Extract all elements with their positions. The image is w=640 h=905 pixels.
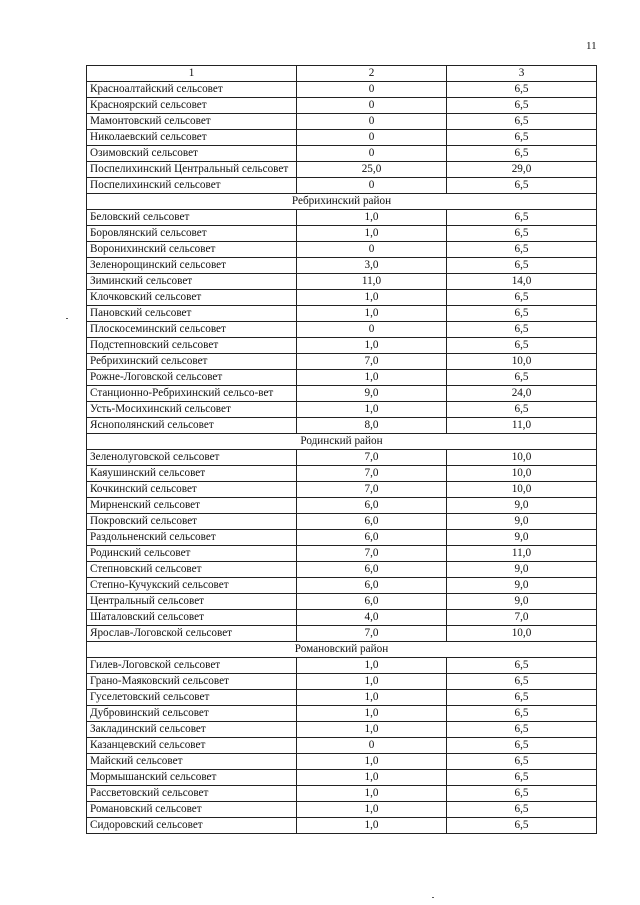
section-header-row	[87, 194, 597, 210]
settlement-name-cell: Каяушинский сельсовет	[87, 466, 297, 482]
value-col-2-cell: 6,0	[297, 530, 447, 546]
value-col-3-cell: 6,5	[447, 754, 597, 770]
table-row	[87, 402, 597, 418]
scan-speck	[66, 318, 68, 319]
settlement-name-cell: Станционно-Ребрихинский сельсо-вет	[87, 386, 297, 402]
value-col-3-cell: 9,0	[447, 514, 597, 530]
table-row	[87, 114, 597, 130]
settlement-name-cell: Покровский сельсовет	[87, 514, 297, 530]
value-col-2-cell: 7,0	[297, 546, 447, 562]
value-col-3-cell: 6,5	[447, 146, 597, 162]
value-col-2-cell: 1,0	[297, 226, 447, 242]
value-col-3-cell: 29,0	[447, 162, 597, 178]
table-row	[87, 530, 597, 546]
table-row	[87, 450, 597, 466]
table-row	[87, 738, 597, 754]
value-col-2-cell: 1,0	[297, 770, 447, 786]
table-row	[87, 610, 597, 626]
table-row	[87, 162, 597, 178]
value-col-2-cell: 1,0	[297, 786, 447, 802]
table-row	[87, 514, 597, 530]
value-col-3-cell: 9,0	[447, 498, 597, 514]
header-col-1: 1	[87, 66, 297, 82]
settlement-name-cell: Мамонтовский сельсовет	[87, 114, 297, 130]
settlement-name-cell: Боровлянский сельсовет	[87, 226, 297, 242]
value-col-2-cell: 0	[297, 322, 447, 338]
table-row	[87, 386, 597, 402]
settlement-name-cell: Дубровинский сельсовет	[87, 706, 297, 722]
table-row	[87, 322, 597, 338]
value-col-2-cell: 1,0	[297, 306, 447, 322]
table-row	[87, 706, 597, 722]
value-col-3-cell: 6,5	[447, 226, 597, 242]
settlement-name-cell: Родинский сельсовет	[87, 546, 297, 562]
table-row	[87, 626, 597, 642]
table-row	[87, 226, 597, 242]
value-col-3-cell: 6,5	[447, 786, 597, 802]
value-col-2-cell: 3,0	[297, 258, 447, 274]
value-col-2-cell: 9,0	[297, 386, 447, 402]
value-col-3-cell: 6,5	[447, 658, 597, 674]
value-col-3-cell: 6,5	[447, 738, 597, 754]
value-col-2-cell: 1,0	[297, 706, 447, 722]
value-col-3-cell: 6,5	[447, 258, 597, 274]
settlement-name-cell: Мормышанский сельсовет	[87, 770, 297, 786]
settlement-name-cell: Зеленолуговской сельсовет	[87, 450, 297, 466]
table-body	[87, 66, 597, 834]
value-col-2-cell: 7,0	[297, 482, 447, 498]
settlement-name-cell: Рожне-Логовской сельсовет	[87, 370, 297, 386]
table-row	[87, 722, 597, 738]
table-row	[87, 306, 597, 322]
value-col-3-cell: 10,0	[447, 626, 597, 642]
value-col-2-cell: 7,0	[297, 450, 447, 466]
table-row	[87, 98, 597, 114]
value-col-3-cell: 6,5	[447, 802, 597, 818]
value-col-2-cell: 6,0	[297, 498, 447, 514]
table-row	[87, 770, 597, 786]
table-row	[87, 210, 597, 226]
settlement-name-cell: Шаталовский сельсовет	[87, 610, 297, 626]
value-col-2-cell: 0	[297, 242, 447, 258]
settlement-name-cell: Плоскосеминский сельсовет	[87, 322, 297, 338]
settlement-name-cell: Поспелихинский Центральный сельсовет	[87, 162, 297, 178]
value-col-3-cell: 6,5	[447, 818, 597, 834]
value-col-2-cell: 0	[297, 738, 447, 754]
settlement-name-cell: Романовский сельсовет	[87, 802, 297, 818]
value-col-3-cell: 6,5	[447, 290, 597, 306]
value-col-2-cell: 1,0	[297, 802, 447, 818]
settlement-name-cell: Сидоровский сельсовет	[87, 818, 297, 834]
settlement-name-cell: Центральный сельсовет	[87, 594, 297, 610]
settlement-name-cell: Мирненский сельсовет	[87, 498, 297, 514]
settlement-name-cell: Подстепновский сельсовет	[87, 338, 297, 354]
value-col-3-cell: 6,5	[447, 306, 597, 322]
settlement-name-cell: Ярослав-Логовской сельсовет	[87, 626, 297, 642]
table-row	[87, 498, 597, 514]
value-col-3-cell: 10,0	[447, 450, 597, 466]
settlement-name-cell: Зеленорощинский сельсовет	[87, 258, 297, 274]
table-row	[87, 130, 597, 146]
value-col-2-cell: 1,0	[297, 722, 447, 738]
value-col-2-cell: 6,0	[297, 514, 447, 530]
value-col-2-cell: 1,0	[297, 818, 447, 834]
value-col-2-cell: 1,0	[297, 754, 447, 770]
table-row	[87, 242, 597, 258]
section-title: Романовский район	[87, 642, 597, 658]
settlement-name-cell: Раздольненский сельсовет	[87, 530, 297, 546]
value-col-3-cell: 9,0	[447, 530, 597, 546]
value-col-3-cell: 6,5	[447, 690, 597, 706]
settlement-name-cell: Озимовский сельсовет	[87, 146, 297, 162]
value-col-2-cell: 8,0	[297, 418, 447, 434]
settlement-name-cell: Поспелихинский сельсовет	[87, 178, 297, 194]
value-col-3-cell: 6,5	[447, 722, 597, 738]
table-row	[87, 658, 597, 674]
value-col-2-cell: 1,0	[297, 402, 447, 418]
table-row	[87, 674, 597, 690]
value-col-2-cell: 7,0	[297, 466, 447, 482]
table-row	[87, 578, 597, 594]
table-row	[87, 466, 597, 482]
section-title: Родинский район	[87, 434, 597, 450]
table-row	[87, 178, 597, 194]
value-col-2-cell: 6,0	[297, 562, 447, 578]
table-row	[87, 82, 597, 98]
value-col-3-cell: 7,0	[447, 610, 597, 626]
value-col-3-cell: 6,5	[447, 178, 597, 194]
value-col-3-cell: 10,0	[447, 354, 597, 370]
value-col-3-cell: 6,5	[447, 402, 597, 418]
value-col-2-cell: 0	[297, 114, 447, 130]
settlement-name-cell: Закладинский сельсовет	[87, 722, 297, 738]
value-col-2-cell: 0	[297, 98, 447, 114]
table-header-row	[87, 66, 597, 82]
settlement-name-cell: Грано-Маяковский сельсовет	[87, 674, 297, 690]
table-row	[87, 482, 597, 498]
value-col-2-cell: 7,0	[297, 626, 447, 642]
settlement-name-cell: Воронихинский сельсовет	[87, 242, 297, 258]
value-col-2-cell: 1,0	[297, 690, 447, 706]
settlement-name-cell: Зиминский сельсовет	[87, 274, 297, 290]
section-header-row	[87, 434, 597, 450]
scan-speck	[432, 897, 434, 898]
table-row	[87, 754, 597, 770]
value-col-3-cell: 6,5	[447, 322, 597, 338]
table-row	[87, 562, 597, 578]
table-row	[87, 146, 597, 162]
value-col-3-cell: 11,0	[447, 546, 597, 562]
value-col-2-cell: 4,0	[297, 610, 447, 626]
table-row	[87, 258, 597, 274]
table-row	[87, 802, 597, 818]
allocation-table	[86, 65, 597, 834]
settlement-name-cell: Гилев-Логовской сельсовет	[87, 658, 297, 674]
value-col-3-cell: 6,5	[447, 98, 597, 114]
value-col-3-cell: 6,5	[447, 370, 597, 386]
value-col-3-cell: 6,5	[447, 130, 597, 146]
value-col-3-cell: 6,5	[447, 674, 597, 690]
settlement-name-cell: Пановский сельсовет	[87, 306, 297, 322]
settlement-name-cell: Гуселетовский сельсовет	[87, 690, 297, 706]
value-col-2-cell: 1,0	[297, 290, 447, 306]
value-col-2-cell: 11,0	[297, 274, 447, 290]
table-row	[87, 690, 597, 706]
table-row	[87, 418, 597, 434]
value-col-2-cell: 1,0	[297, 210, 447, 226]
value-col-2-cell: 1,0	[297, 370, 447, 386]
value-col-2-cell: 0	[297, 82, 447, 98]
settlement-name-cell: Беловский сельсовет	[87, 210, 297, 226]
value-col-3-cell: 6,5	[447, 210, 597, 226]
value-col-3-cell: 24,0	[447, 386, 597, 402]
settlement-name-cell: Усть-Мосихинский сельсовет	[87, 402, 297, 418]
value-col-3-cell: 6,5	[447, 242, 597, 258]
table-row	[87, 818, 597, 834]
table-row	[87, 354, 597, 370]
value-col-3-cell: 9,0	[447, 562, 597, 578]
settlement-name-cell: Рассветовский сельсовет	[87, 786, 297, 802]
table-row	[87, 594, 597, 610]
settlement-name-cell: Степно-Кучукский сельсовет	[87, 578, 297, 594]
value-col-3-cell: 10,0	[447, 466, 597, 482]
settlement-name-cell: Клочковский сельсовет	[87, 290, 297, 306]
value-col-2-cell: 25,0	[297, 162, 447, 178]
value-col-2-cell: 1,0	[297, 338, 447, 354]
value-col-2-cell: 0	[297, 130, 447, 146]
table-row	[87, 338, 597, 354]
header-col-3: 3	[447, 66, 597, 82]
value-col-3-cell: 6,5	[447, 114, 597, 130]
table-row	[87, 546, 597, 562]
table-row	[87, 274, 597, 290]
section-title: Ребрихинский район	[87, 194, 597, 210]
page-number: 11	[586, 40, 597, 52]
value-col-2-cell: 1,0	[297, 674, 447, 690]
settlement-name-cell: Кочкинский сельсовет	[87, 482, 297, 498]
settlement-name-cell: Красноярский сельсовет	[87, 98, 297, 114]
value-col-3-cell: 10,0	[447, 482, 597, 498]
settlement-name-cell: Майский сельсовет	[87, 754, 297, 770]
table-row	[87, 290, 597, 306]
value-col-2-cell: 0	[297, 146, 447, 162]
settlement-name-cell: Степновский сельсовет	[87, 562, 297, 578]
table-row	[87, 786, 597, 802]
section-header-row	[87, 642, 597, 658]
value-col-2-cell: 0	[297, 178, 447, 194]
value-col-3-cell: 9,0	[447, 594, 597, 610]
table-row	[87, 370, 597, 386]
value-col-3-cell: 6,5	[447, 82, 597, 98]
value-col-2-cell: 7,0	[297, 354, 447, 370]
value-col-3-cell: 9,0	[447, 578, 597, 594]
value-col-2-cell: 1,0	[297, 658, 447, 674]
value-col-3-cell: 11,0	[447, 418, 597, 434]
header-col-2: 2	[297, 66, 447, 82]
settlement-name-cell: Красноалтайский сельсовет	[87, 82, 297, 98]
value-col-3-cell: 6,5	[447, 770, 597, 786]
value-col-3-cell: 6,5	[447, 706, 597, 722]
settlement-name-cell: Яснополянский сельсовет	[87, 418, 297, 434]
settlement-name-cell: Ребрихинский сельсовет	[87, 354, 297, 370]
value-col-3-cell: 14,0	[447, 274, 597, 290]
settlement-name-cell: Казанцевский сельсовет	[87, 738, 297, 754]
value-col-2-cell: 6,0	[297, 594, 447, 610]
value-col-3-cell: 6,5	[447, 338, 597, 354]
settlement-name-cell: Николаевский сельсовет	[87, 130, 297, 146]
value-col-2-cell: 6,0	[297, 578, 447, 594]
